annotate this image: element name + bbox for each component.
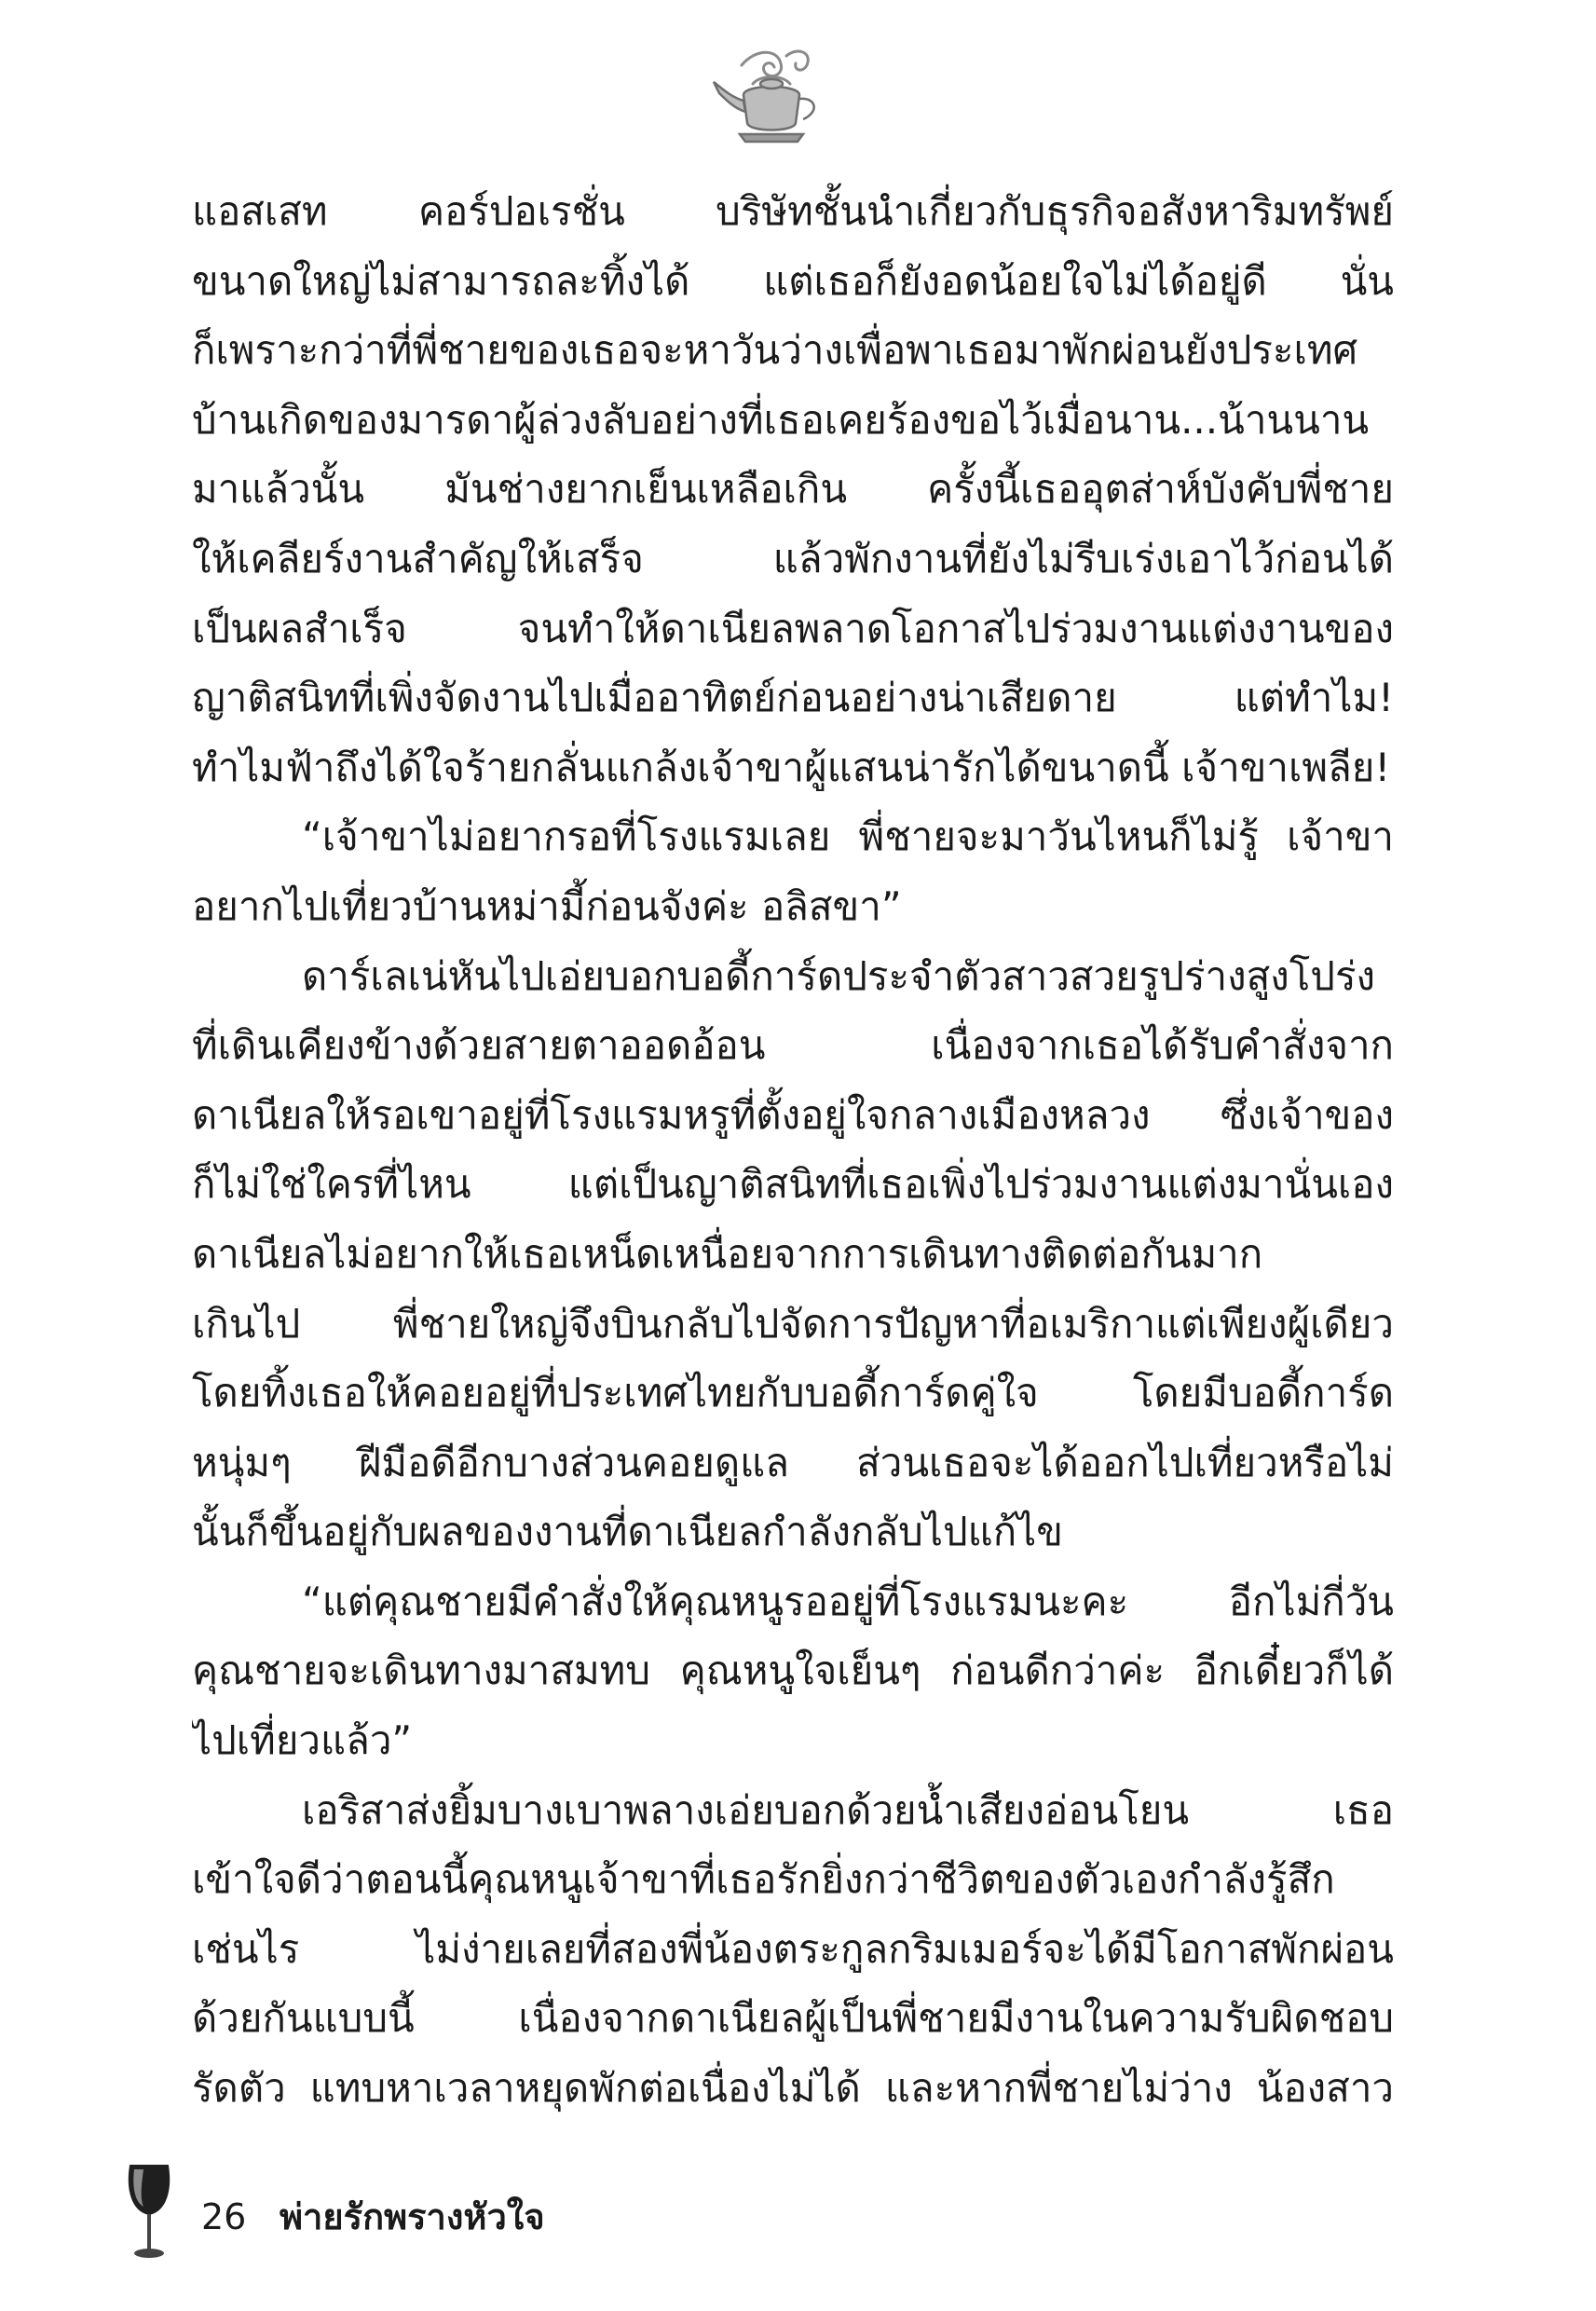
text-line: นั้นก็ขึ้นอยู่กับผลของงานที่ดาเนียลกำลังกลับไปแก้ไข: [192, 1509, 1063, 1555]
text-line: มาแล้วนั้น มันช่างยากเย็นเหลือเกิน ครั้งนี้เธออุตส่าห์บังคับพี่ชาย: [192, 466, 1394, 513]
text-line: แอสเสท คอร์ปอเรชั่น บริษัทชั้นนำเกี่ยวกับธุรกิจอสังหาริมทรัพย์: [192, 188, 1394, 234]
text-line: คุณชายจะเดินทางมาสมทบ คุณหนูใจเย็นๆ ก่อนดีกว่าค่ะ อีกเดี๋ยวก็ได้: [192, 1648, 1394, 1694]
text-line: อยากไปเที่ยวบ้านหม่ามี้ก่อนจังค่ะ อลิสขา”: [192, 882, 902, 929]
text-line: ดาเนียลไม่อยากให้เธอเหน็ดเหนื่อยจากการเดินทางติดต่อกันมาก: [192, 1230, 1263, 1277]
page-number: 26: [201, 2196, 247, 2237]
text-line: ไปเที่ยวแล้ว”: [192, 1717, 413, 1764]
text-line: รัดตัว แทบหาเวลาหยุดพักต่อเนื่องไม่ได้ และหากพี่ชายไม่ว่าง น้องสาว: [192, 2065, 1394, 2112]
text-line: ที่เดินเคียงข้างด้วยสายตาออดอ้อน เนื่องจากเธอได้รับคำสั่งจาก: [192, 1022, 1394, 1069]
wine-glass-icon: [121, 2162, 177, 2264]
text-line: “เจ้าขาไม่อยากรอที่โรงแรมเลย พี่ชายจะมาวันไหนก็ไม่รู้ เจ้าขา: [302, 814, 1394, 860]
text-line: โดยทิ้งเธอให้คอยอยู่ที่ประเทศไทยกับบอดี้การ์ดคู่ใจ โดยมีบอดี้การ์ด: [192, 1370, 1394, 1416]
text-line: ด้วยกันแบบนี้ เนื่องจากดาเนียลผู้เป็นพี่ชายมีงานในความรับผิดชอบ: [192, 1995, 1394, 2042]
teapot-ornament-icon: [704, 47, 844, 158]
text-line: บ้านเกิดของมารดาผู้ล่วงลับอย่างที่เธอเคยร้องขอไว้เมื่อนาน...น้านนาน: [192, 396, 1370, 443]
text-line: เอริสาส่งยิ้มบางเบาพลางเอ่ยบอกด้วยน้ำเสียงอ่อนโยน เธอ: [302, 1786, 1394, 1833]
book-title: พ่ายรักพรางหัวใจ: [280, 2196, 545, 2237]
text-line: ดาเนียลให้รอเขาอยู่ที่โรงแรมหรูที่ตั้งอยู่ใจกลางเมืองหลวง ซึ่งเจ้าของ: [192, 1091, 1394, 1138]
text-line: ให้เคลียร์งานสำคัญให้เสร็จ แล้วพักงานที่ยังไม่รีบเร่งเอาไว้ก่อนได้: [192, 535, 1394, 581]
text-line: ดาร์เลเน่หันไปเอ่ยบอกบอดี้การ์ดประจำตัวสาวสวยรูปร่างสูงโปร่ง: [302, 952, 1376, 999]
text-line: ญาติสนิทที่เพิ่งจัดงานไปเมื่ออาทิตย์ก่อนอย่างน่าเสียดาย แต่ทำไม!: [192, 675, 1394, 721]
page-footer: [121, 2162, 866, 2274]
text-line: เข้าใจดีว่าตอนนี้คุณหนูเจ้าขาที่เธอรักยิ่งกว่าชีวิตของตัวเองกำลังรู้สึก: [192, 1856, 1335, 1903]
text-line: เช่นไร ไม่ง่ายเลยที่สองพี่น้องตระกูลกริมเมอร์จะได้มีโอกาสพักผ่อน: [192, 1925, 1394, 1972]
text-line: เกินไป พี่ชายใหญ่จึงบินกลับไปจัดการปัญหาที่อเมริกาแต่เพียงผู้เดียว: [192, 1300, 1394, 1347]
text-line: หนุ่มๆ ฝีมือดีอีกบางส่วนคอยดูแล ส่วนเธอจะได้ออกไปเที่ยวหรือไม่: [192, 1439, 1394, 1485]
body-text: [192, 177, 1394, 2124]
text-line: เป็นผลสำเร็จ จนทำให้ดาเนียลพลาดโอกาสไปร่วมงานแต่งงานของ: [192, 605, 1394, 651]
text-line: ขนาดใหญ่ไม่สามารถละทิ้งได้ แต่เธอก็ยังอดน้อยใจไม่ได้อยู่ดี นั่น: [192, 257, 1394, 304]
text-line: “แต่คุณชายมีคำสั่งให้คุณหนูรออยู่ที่โรงแรมนะคะ อีกไม่กี่วัน: [302, 1578, 1394, 1624]
text-line: ก็เพราะกว่าที่พี่ชายของเธอจะหาวันว่างเพื่อพาเธอมาพักผ่อนยังประเทศ: [192, 327, 1358, 374]
text-line: ทำไมฟ้าถึงได้ใจร้ายกลั่นแกล้งเจ้าขาผู้แสนน่ารักได้ขนาดนี้ เจ้าขาเพลีย!: [192, 744, 1391, 790]
text-line: ก็ไม่ใช่ใครที่ไหน แต่เป็นญาติสนิทที่เธอเพิ่งไปร่วมงานแต่งมานั่นเอง: [192, 1161, 1394, 1208]
